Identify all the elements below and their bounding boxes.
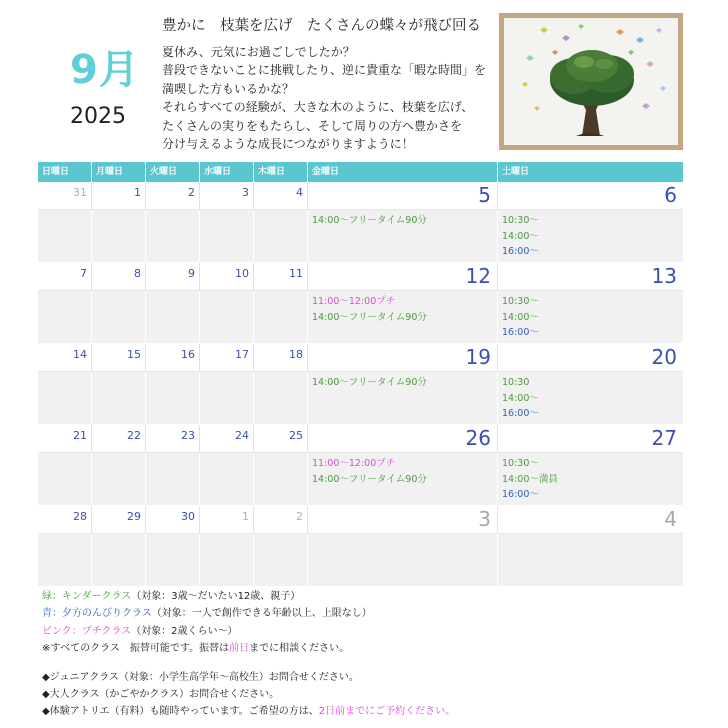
day-events xyxy=(254,210,308,262)
day-cell[interactable] xyxy=(92,506,146,533)
trial-highlight: 2日前までにご予約ください。 xyxy=(318,706,456,718)
day-cell[interactable] xyxy=(146,263,200,290)
day-cell[interactable] xyxy=(498,425,683,452)
week-events-row xyxy=(38,210,683,262)
junior-note: ◆ジュニアクラス（対象：小学生高学年〜高校生）お問合せください。 xyxy=(42,671,359,683)
day-number: 8 xyxy=(134,267,141,280)
weekday-saturday: 土曜日 xyxy=(502,167,530,177)
day-events xyxy=(92,372,146,424)
day-events xyxy=(146,372,200,424)
class-time-slot: 16:00〜 xyxy=(502,489,539,500)
transfer-note xyxy=(42,640,455,657)
day-number: 1 xyxy=(134,186,141,199)
day-number: 12 xyxy=(465,264,491,288)
day-events xyxy=(200,534,254,586)
day-events xyxy=(498,372,683,424)
day-events xyxy=(254,372,308,424)
transfer-highlight: 前日 xyxy=(229,643,250,655)
day-number: 11 xyxy=(289,267,303,280)
class-time-slot: 11:00〜12:00プチ xyxy=(312,296,396,307)
weekday-tuesday: 火曜日 xyxy=(146,162,200,182)
class-time-slot: 14:00〜満員 xyxy=(502,473,558,485)
headline: 豊かに 枝葉を広げ たくさんの蝶々が飛び回る xyxy=(162,18,481,34)
calendar-week xyxy=(38,425,683,506)
day-cell[interactable] xyxy=(498,263,683,290)
class-time-slot: 14:00〜 xyxy=(502,311,539,323)
day-cell[interactable] xyxy=(200,263,254,290)
weekday-thursday: 木曜日 xyxy=(254,162,308,182)
class-time-slot: 11:00〜12:00プチ xyxy=(312,458,396,469)
day-events xyxy=(254,453,308,505)
day-events xyxy=(92,453,146,505)
weekday-header xyxy=(38,162,683,182)
day-number: 19 xyxy=(465,345,491,369)
week-events-row xyxy=(38,453,683,505)
event-list xyxy=(498,291,683,344)
message-line: たくさんの実りをもたらし、そして周りの方へ豊かさを xyxy=(162,118,463,133)
event-list xyxy=(498,210,683,263)
day-events xyxy=(200,291,254,343)
day-number: 3 xyxy=(242,186,249,199)
day-cell[interactable] xyxy=(38,425,92,452)
day-cell[interactable] xyxy=(146,344,200,371)
day-cell[interactable] xyxy=(38,344,92,371)
week-date-row xyxy=(38,506,683,534)
event-list xyxy=(308,372,497,394)
day-cell[interactable] xyxy=(498,182,683,209)
day-events xyxy=(308,534,498,586)
day-events xyxy=(498,534,683,586)
week-events-row xyxy=(38,372,683,424)
weekday-wednesday: 水曜日 xyxy=(200,162,254,182)
day-number: 7 xyxy=(80,267,87,280)
day-number: 28 xyxy=(73,510,87,523)
legend-blue-label: 青：夕方のんびりクラス xyxy=(42,608,152,620)
legend-pink-label: ピンク：プチクラス xyxy=(42,625,132,637)
transfer-post: までに相談ください。 xyxy=(249,643,350,655)
day-events xyxy=(38,372,92,424)
event-list xyxy=(498,453,683,506)
class-time-slot: 14:00〜フリータイム90分 xyxy=(312,377,427,388)
day-number: 3 xyxy=(478,507,491,531)
day-number: 14 xyxy=(73,348,87,361)
day-number: 30 xyxy=(181,510,195,523)
class-time-slot: 14:00〜 xyxy=(502,230,539,242)
day-cell[interactable] xyxy=(38,506,92,533)
day-events xyxy=(146,453,200,505)
intro-message xyxy=(162,43,502,153)
day-number: 2 xyxy=(188,186,195,199)
class-time-slot: 16:00〜 xyxy=(502,327,539,338)
legend-green-label: 緑：キンダークラス xyxy=(42,591,132,602)
day-number: 10 xyxy=(235,267,249,280)
event-list xyxy=(308,210,497,232)
day-cell[interactable] xyxy=(254,425,308,452)
day-events xyxy=(308,372,498,424)
day-cell[interactable] xyxy=(38,182,92,209)
day-cell[interactable] xyxy=(254,263,308,290)
trial-pre: ◆体験アトリエ（有料）も随時やっています。ご希望の方は、 xyxy=(42,706,319,718)
day-number: 27 xyxy=(651,426,677,450)
day-number: 15 xyxy=(127,348,141,361)
message-line: それらすべての経験が、大きな木のように、枝葉を広げ、 xyxy=(162,100,474,115)
legend-pink xyxy=(42,623,455,640)
week-events-row xyxy=(38,291,683,343)
day-events xyxy=(146,291,200,343)
day-events xyxy=(308,453,498,505)
transfer-pre: ※すべてのクラス 振替可能です。振替は xyxy=(42,643,230,655)
day-cell[interactable] xyxy=(308,263,498,290)
class-time-slot: 16:00〜 xyxy=(502,408,539,419)
legend-blue-note: （対象：一人で創作できる年齢以上、上限なし） xyxy=(151,608,372,620)
day-cell[interactable] xyxy=(92,182,146,209)
day-number: 17 xyxy=(235,348,249,361)
day-number: 18 xyxy=(289,348,303,361)
legend xyxy=(42,588,455,721)
day-cell[interactable] xyxy=(146,182,200,209)
day-number: 21 xyxy=(73,429,87,442)
class-time-slot: 14:00〜フリータイム90分 xyxy=(312,473,427,485)
day-number: 1 xyxy=(242,510,249,523)
event-list xyxy=(308,291,497,328)
week-date-row xyxy=(38,425,683,453)
day-events xyxy=(200,210,254,262)
day-events xyxy=(254,534,308,586)
day-cell[interactable] xyxy=(92,425,146,452)
calendar-week xyxy=(38,182,683,263)
message-line: 満喫した方もいるかな？ xyxy=(162,81,295,96)
day-number: 16 xyxy=(181,348,195,361)
calendar xyxy=(38,162,683,587)
day-events xyxy=(498,453,683,505)
day-events xyxy=(498,291,683,343)
day-events xyxy=(38,291,92,343)
calendar-week xyxy=(38,344,683,425)
trial-note xyxy=(42,703,455,720)
day-number: 13 xyxy=(651,264,677,288)
class-time-slot: 10:30〜 xyxy=(502,215,539,226)
class-time-slot: 14:00〜フリータイム90分 xyxy=(312,215,427,226)
day-cell[interactable] xyxy=(200,182,254,209)
tree-painting xyxy=(499,13,683,150)
day-number: 29 xyxy=(127,510,141,523)
day-number: 20 xyxy=(651,345,677,369)
weekday-monday: 月曜日 xyxy=(92,162,146,182)
event-list xyxy=(498,372,683,425)
legend-green xyxy=(42,588,455,605)
class-time-slot: 14:00〜フリータイム90分 xyxy=(312,311,427,323)
calendar-week xyxy=(38,263,683,344)
day-cell[interactable] xyxy=(308,344,498,371)
day-number: 6 xyxy=(664,183,677,207)
day-number: 22 xyxy=(127,429,141,442)
day-number: 4 xyxy=(664,507,677,531)
day-number: 2 xyxy=(296,510,303,523)
legend-green-note: （対象：3歳〜だいたい12歳、親子） xyxy=(131,591,301,602)
day-number: 4 xyxy=(296,186,303,199)
class-time-slot: 10:30〜 xyxy=(502,296,539,307)
day-number: 25 xyxy=(289,429,303,442)
class-time-slot: 10:30 xyxy=(502,377,530,388)
day-cell[interactable] xyxy=(308,182,498,209)
day-number: 23 xyxy=(181,429,195,442)
day-cell[interactable] xyxy=(92,263,146,290)
day-events xyxy=(92,210,146,262)
day-cell[interactable] xyxy=(308,425,498,452)
day-events xyxy=(38,453,92,505)
legend-pink-note: （対象：2歳くらい〜） xyxy=(131,625,238,637)
message-line: 夏休み、元気にお過ごしでしたか？ xyxy=(162,45,355,59)
day-events xyxy=(200,453,254,505)
year-label: 2025 xyxy=(70,104,126,129)
month-label: 9月 xyxy=(70,47,140,93)
painting-canvas xyxy=(504,18,678,145)
day-cell[interactable] xyxy=(38,263,92,290)
week-date-row xyxy=(38,263,683,291)
day-cell[interactable] xyxy=(146,506,200,533)
class-time-slot: 10:30〜 xyxy=(502,458,539,469)
day-cell[interactable] xyxy=(308,506,498,533)
day-events xyxy=(308,291,498,343)
class-time-slot: 16:00〜 xyxy=(502,246,539,257)
day-events xyxy=(92,534,146,586)
week-date-row xyxy=(38,182,683,210)
day-cell[interactable] xyxy=(498,506,683,533)
message-line: 分け与えるような成長につながりますように！ xyxy=(162,137,414,152)
adult-note: ◆大人クラス（かごやかクラス）お問合せください。 xyxy=(42,689,280,701)
event-list xyxy=(308,453,497,490)
day-events xyxy=(146,210,200,262)
day-events xyxy=(308,210,498,262)
day-events xyxy=(498,210,683,262)
tree-illustration xyxy=(504,18,678,145)
day-events xyxy=(146,534,200,586)
day-events xyxy=(92,291,146,343)
day-number: 26 xyxy=(465,426,491,450)
legend-blue xyxy=(42,605,455,622)
weekday-friday: 金曜日 xyxy=(308,162,498,182)
calendar-weeks xyxy=(38,182,683,587)
class-time-slot: 14:00〜 xyxy=(502,392,539,404)
day-events xyxy=(38,534,92,586)
day-number: 5 xyxy=(478,183,491,207)
calendar-week xyxy=(38,506,683,587)
day-number: 31 xyxy=(73,186,87,199)
day-cell[interactable] xyxy=(200,506,254,533)
message-line: 普段できないことに挑戦したり、逆に貴重な「暇な時間」を xyxy=(162,63,487,78)
week-date-row xyxy=(38,344,683,372)
day-cell[interactable] xyxy=(200,425,254,452)
day-number: 24 xyxy=(235,429,249,442)
day-cell[interactable] xyxy=(254,344,308,371)
weekday-sunday: 日曜日 xyxy=(38,162,92,182)
day-cell[interactable] xyxy=(254,506,308,533)
day-cell[interactable] xyxy=(498,344,683,371)
day-cell[interactable] xyxy=(254,182,308,209)
day-cell[interactable] xyxy=(146,425,200,452)
day-events xyxy=(254,291,308,343)
day-cell[interactable] xyxy=(200,344,254,371)
day-events xyxy=(38,210,92,262)
day-events xyxy=(200,372,254,424)
day-cell[interactable] xyxy=(92,344,146,371)
week-events-row xyxy=(38,534,683,586)
day-number: 9 xyxy=(188,267,195,280)
